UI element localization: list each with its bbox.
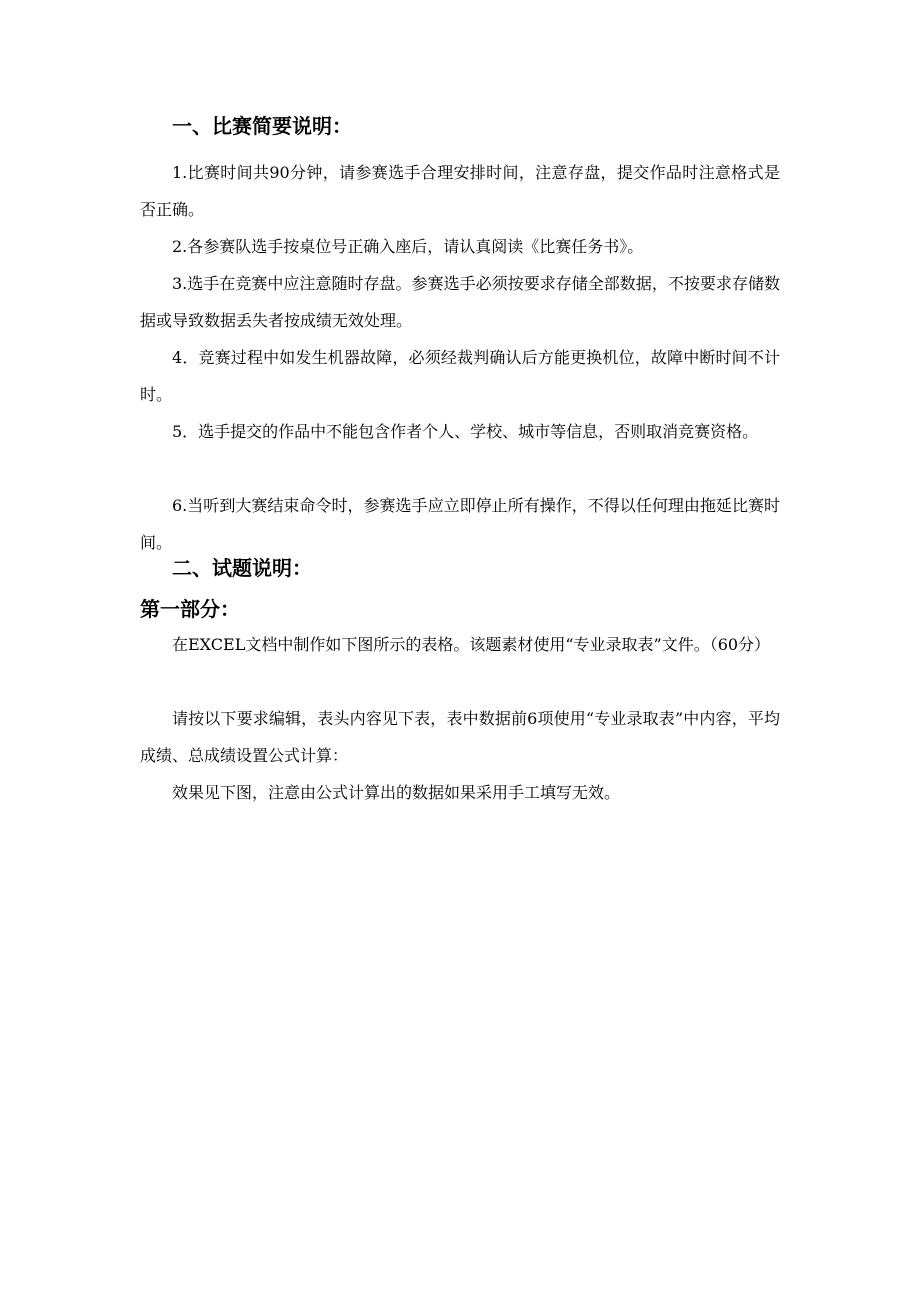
rule-item-1: 1.比赛时间共90分钟，请参赛选手合理安排时间，注意存盘，提交作品时注意格式是否正确。 — [140, 163, 780, 219]
part1-paragraph-3: 效果见下图，注意由公式计算出的数据如果采用手工填写无效。 — [172, 783, 621, 802]
rule-item-6: 6.当听到大赛结束命令时，参赛选手应立即停止所有操作，不得以任何理由拖延比赛时间。 — [140, 496, 780, 552]
part1-paragraph-2: 请按以下要求编辑，表头内容见下表，表中数据前6项使用“专业录取表”中内容，平均成绩、总成绩设置公式计算： — [140, 709, 780, 765]
rule-item-5: 5．选手提交的作品中不能包含作者个人、学校、城市等信息，否则取消竞赛资格。 — [172, 422, 759, 441]
part1-heading: 第一部分： — [140, 597, 240, 621]
rule-item-2: 2.各参赛队选手按桌位号正确入座后，请认真阅读《比赛任务书》。 — [172, 237, 644, 256]
part1-paragraph-1: 在EXCEL文档中制作如下图所示的表格。该题素材使用“专业录取表”文件。（60分） — [172, 635, 771, 654]
rule-item-4: 4．竞赛过程中如发生机器故障，必须经裁判确认后方能更换机位，故障中断时间不计时。 — [140, 348, 780, 404]
section1-heading: 一、比赛简要说明： — [172, 114, 352, 138]
section2-heading: 二、试题说明： — [172, 556, 312, 580]
rule-item-3: 3.选手在竞赛中应注意随时存盘。参赛选手必须按要求存储全部数据，不按要求存储数据或导致数据丢失者按成绩无效处理。 — [140, 274, 780, 330]
